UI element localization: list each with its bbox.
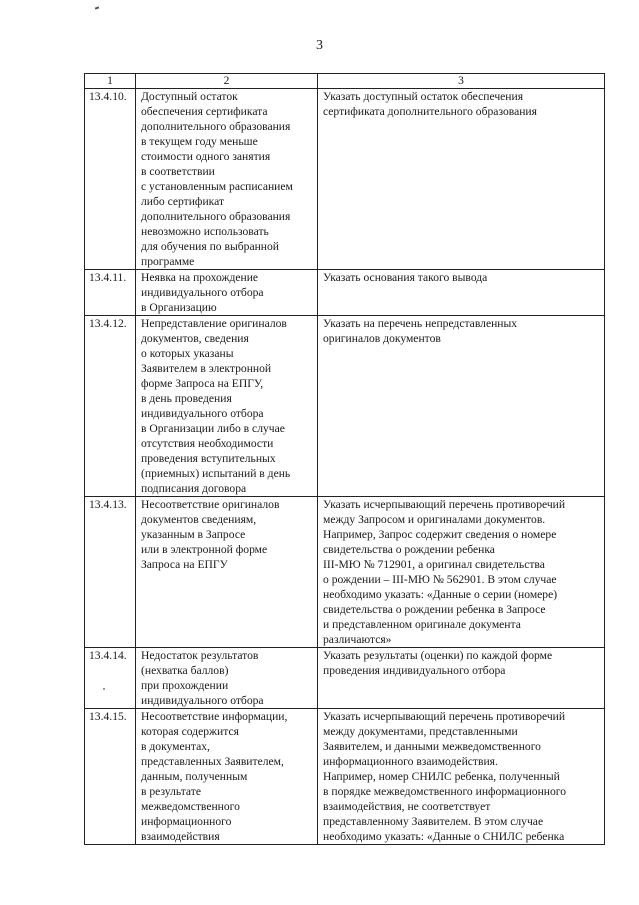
description-cell — [318, 648, 605, 709]
refusal-reasons-table — [84, 73, 605, 845]
description-line: Указать результаты (оценки) по каждой форме — [323, 649, 553, 662]
refusal-reason-line: Непредставление оригиналов — [141, 317, 287, 330]
description-line: III-МЮ № 712901, а оригинал свидетельства — [323, 558, 545, 571]
refusal-reason-cell — [136, 497, 318, 648]
refusal-reason-line: в Организации либо в случае — [141, 422, 285, 435]
refusal-reason-line: взаимодействия — [141, 830, 220, 843]
description-line: необходимо указать: «Данные о СНИЛС ребенка — [323, 830, 565, 843]
column-header: 1 — [85, 74, 136, 89]
refusal-reason-line: проведения вступительных — [141, 452, 276, 465]
refusal-reason-line: дополнительного образования — [141, 120, 291, 133]
description-line: различаются» — [323, 633, 392, 646]
description-line: Заявителем, и данными межведомственного — [323, 740, 541, 753]
description-line: проведения индивидуального отбора — [323, 664, 506, 677]
refusal-reason-line: Несоответствие информации, — [141, 710, 288, 723]
refusal-reason-line: представленных Заявителем, — [141, 755, 284, 768]
refusal-reason-line: документов сведениям, — [141, 513, 257, 526]
description-line: свидетельства о рождении ребенка в Запросе — [323, 603, 546, 616]
column-header: 2 — [136, 74, 318, 89]
refusal-reason-line: в Организацию — [141, 301, 217, 314]
refusal-reason-line: (нехватка баллов) — [141, 664, 229, 677]
refusal-reason-line: обеспечения сертификата — [141, 105, 268, 118]
description-line: между документами, представленными — [323, 725, 518, 738]
refusal-reason-line: в день проведения — [141, 392, 232, 405]
item-number: 13.4.13. — [85, 497, 136, 648]
page-number: 3 — [316, 38, 323, 53]
description-line: Указать доступный остаток обеспечения — [323, 90, 524, 103]
item-number: 13.4.12. — [85, 316, 136, 497]
refusal-reason-line: документов, сведения — [141, 332, 249, 345]
refusal-reason-line: Недостаток результатов — [141, 649, 259, 662]
refusal-reason-cell — [136, 648, 318, 709]
refusal-reason-line: указанным в Запросе — [141, 528, 246, 541]
table-row — [85, 497, 605, 648]
item-number: 13.4.10. — [85, 89, 136, 270]
description-line: Например, номер СНИЛС ребенка, полученный — [323, 770, 560, 783]
description-line: оригиналов документов — [323, 332, 441, 345]
refusal-reason-line: Запроса на ЕПГУ — [141, 558, 228, 571]
table-row — [85, 648, 605, 709]
refusal-reason-line: с установленным расписанием — [141, 180, 293, 193]
refusal-reason-line: подписания договора — [141, 482, 247, 495]
item-number: 13.4.15. — [85, 709, 136, 845]
refusal-reason-line: в соответствии — [141, 165, 215, 178]
item-number: 13.4.14. — [85, 648, 136, 709]
refusal-reason-line: в текущем году меньше — [141, 135, 258, 148]
refusal-reason-cell — [136, 709, 318, 845]
description-cell — [318, 316, 605, 497]
description-cell — [318, 709, 605, 845]
table-header-row — [85, 74, 605, 89]
description-line: необходимо указать: «Данные о серии (номере) — [323, 588, 558, 601]
refusal-reason-line: индивидуального отбора — [141, 286, 264, 299]
item-number: 13.4.11. — [85, 270, 136, 316]
description-line: свидетельства о рождении ребенка — [323, 543, 495, 556]
description-cell — [318, 270, 605, 316]
description-line: взаимодействия, не соответствует — [323, 800, 491, 813]
refusal-reason-line: данным, полученным — [141, 770, 248, 783]
column-header: 3 — [318, 74, 605, 89]
refusal-reason-line: Неявка на прохождение — [141, 271, 259, 284]
table-row — [85, 709, 605, 845]
refusal-reason-cell — [136, 316, 318, 497]
refusal-reason-line: Заявителем в электронной — [141, 362, 272, 375]
refusal-reason-line: которая содержится — [141, 725, 239, 738]
refusal-reason-line: программе — [141, 255, 195, 268]
refusal-reason-line: для обучения по выбранной — [141, 240, 279, 253]
refusal-reason-line: невозможно использовать — [141, 225, 269, 238]
description-line: между Запросом и оригиналами документов. — [323, 513, 546, 526]
refusal-reason-line: стоимости одного занятия — [141, 150, 271, 163]
refusal-reason-line: индивидуального отбора — [141, 407, 264, 420]
description-line: в порядке межведомственного информационного — [323, 785, 567, 798]
table-row — [85, 270, 605, 316]
table-row — [85, 89, 605, 270]
refusal-reason-line: индивидуального отбора — [141, 694, 264, 707]
refusal-reason-line: информационного — [141, 815, 232, 828]
description-cell — [318, 89, 605, 270]
scan-speck — [95, 6, 99, 9]
description-line: о рождении – III-МЮ № 562901. В этом случае — [323, 573, 557, 586]
description-line: Указать на перечень непредставленных — [323, 317, 518, 330]
refusal-reason-line: форме Запроса на ЕПГУ, — [141, 377, 264, 390]
description-line: и представленном оригинале документа — [323, 618, 521, 631]
refusal-reason-line: дополнительного образования — [141, 210, 291, 223]
description-line: представленному Заявителем. В этом случае — [323, 815, 544, 828]
refusal-reason-line: либо сертификат — [141, 195, 225, 208]
refusal-reason-line: в результате — [141, 785, 201, 798]
refusal-reason-line: отсутствия необходимости — [141, 437, 274, 450]
refusal-reason-line: Несоответствие оригиналов — [141, 498, 280, 511]
refusal-reason-line: при прохождении — [141, 679, 229, 692]
refusal-reason-line: или в электронной форме — [141, 543, 268, 556]
description-line: информационного взаимодействия. — [323, 755, 498, 768]
refusal-reason-line: (приемных) испытаний в день — [141, 467, 291, 480]
description-line: сертификата дополнительного образования — [323, 105, 537, 118]
refusal-reason-cell — [136, 270, 318, 316]
description-line: Например, Запрос содержит сведения о номере — [323, 528, 557, 541]
table-row — [85, 316, 605, 497]
description-line: Указать основания такого вывода — [323, 271, 488, 284]
description-line: Указать исчерпывающий перечень противоречий — [323, 710, 566, 723]
refusal-reason-line: о которых указаны — [141, 347, 234, 360]
refusal-reason-cell — [136, 89, 318, 270]
refusal-reason-line: Доступный остаток — [141, 90, 238, 103]
description-cell — [318, 497, 605, 648]
refusal-reason-line: в документах, — [141, 740, 210, 753]
refusal-reason-line: межведомственного — [141, 800, 240, 813]
description-line: Указать исчерпывающий перечень противоречий — [323, 498, 566, 511]
